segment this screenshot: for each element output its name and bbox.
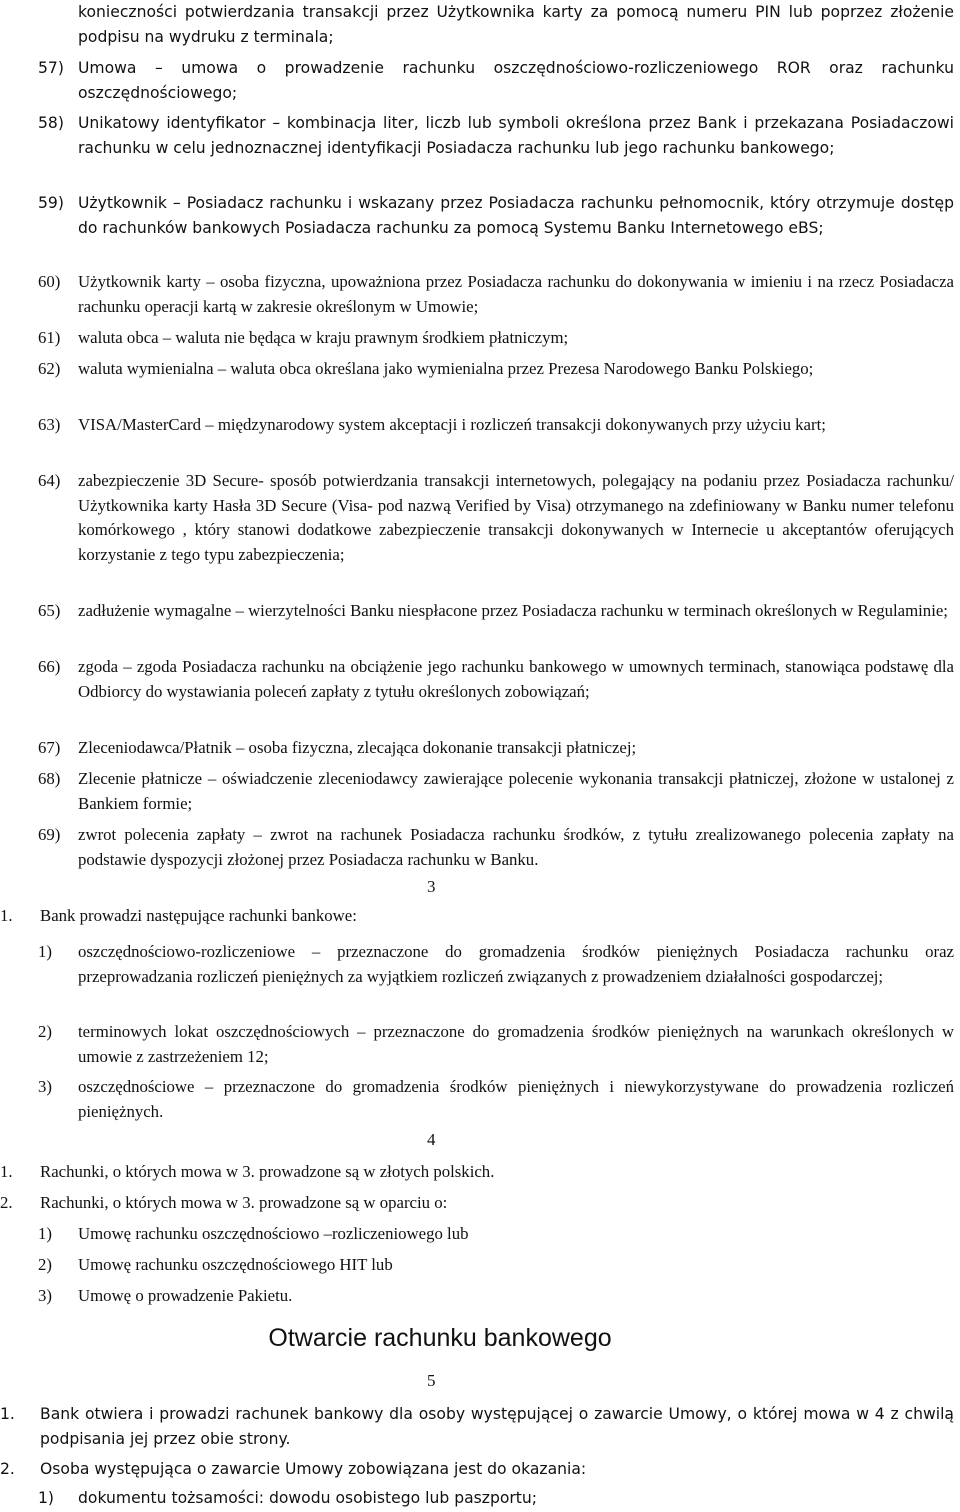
definition-text: Unikatowy identyfikator – kombinacja liter, liczb lub symboli określona przez Bank i przekazana Posiadaczowi rachunku w celu jednoznacznej identyfikacji Posiadacza rachunku lub jego rachunku bankowego; (78, 114, 954, 157)
definition-text: zgoda – zgoda Posiadacza rachunku na obciążenie jego rachunku bankowego w umownych terminach, stanowiąca podstawę dla Odbiorcy do wystawiania poleceń zapłaty z tytułu określonych zobowiązań; (78, 657, 954, 701)
definition-59 (0, 191, 954, 240)
point-text: Rachunki, o których mowa w 3. prowadzone są w oparciu o: (40, 1193, 448, 1212)
item-text: oszczędnościowe – przeznaczone do gromadzenia środków pieniężnych i niewykorzystywane do prowadzenia rozliczeń pieniężnych. (78, 1077, 954, 1121)
definition-66 (0, 655, 954, 704)
definition-number: 58) (38, 114, 64, 132)
definition-text: Umowa – umowa o prowadzenie rachunku oszczędnościowo-rozliczeniowego ROR oraz rachunku oszczędnościowego; (78, 59, 954, 102)
definition-number: 60) (38, 272, 61, 291)
definition-text: Zleceniodawca/Płatnik – osoba fizyczna, zlecająca dokonanie transakcji płatniczej; (78, 738, 637, 757)
item-number: 1) (38, 942, 52, 961)
definition-number: 61) (38, 328, 61, 347)
item-text: dokumentu tożsamości: dowodu osobistego lub paszportu; (78, 1489, 538, 1507)
definition-69 (0, 823, 954, 872)
item-text: Umowę o prowadzenie Pakietu. (78, 1286, 293, 1305)
item-number: 1) (38, 1224, 52, 1243)
definition-continuation (0, 0, 954, 49)
definition-number: 67) (38, 738, 61, 757)
definition-64 (0, 469, 954, 567)
definition-text: Użytkownik karty – osoba fizyczna, upoważniona przez Posiadacza rachunku do dokonywania w imieniu i na rzecz Posiadacza rachunku operacji kartą w zakresie określonym w Umowie; (78, 272, 954, 316)
definition-63 (0, 413, 954, 438)
section-3-mark (427, 877, 436, 897)
item-text: oszczędnościowo-rozliczeniowe – przeznaczone do gromadzenia środków pieniężnych Posiadacza rachunku oraz przeprowadzania rozliczeń pieniężnych za wyjątkiem rozliczeń związanych z prowadzeniem działalności gospodarczej; (78, 942, 954, 986)
section-4-point-1 (0, 1160, 954, 1185)
point-number: 1. (0, 1405, 15, 1423)
definition-text: Zlecenie płatnicze – oświadczenie zleceniodawcy zawierające polecenie wykonania transakcji płatniczej, złożone w ustalonej z Bankiem formie; (78, 769, 954, 813)
definition-number: 68) (38, 769, 61, 788)
point-number: 1. (0, 906, 13, 925)
section-4-point-2 (0, 1191, 954, 1216)
point-number: 2. (0, 1193, 13, 1212)
definition-text: zadłużenie wymagalne – wierzytelności Banku niespłacone przez Posiadacza rachunku w terminach określonych w Regulaminie; (78, 601, 948, 620)
definition-text: zabezpieczenie 3D Secure- sposób potwierdzania transakcji internetowych, polegający na podaniu przez Posiadacza rachunku/ Użytkownika karty Hasła 3D Secure (Visa- pod nazwą Verified by Visa) otrzymanego na zdefiniowany w Banku numer telefonu komórkowego , który stanowi dodatkowe zabezpieczenie transakcji dokonywanych w Internecie u akceptantów oferujących korzystanie z tego typu zabezpieczenia; (78, 471, 954, 564)
section-4-item-3 (0, 1284, 954, 1309)
section-3-item-3 (0, 1075, 954, 1124)
definition-text: zwrot polecenia zapłaty – zwrot na rachunek Posiadacza rachunku środków, z tytułu zrealizowanego polecenia zapłaty na podstawie dyspozycji złożonej przez Posiadacza rachunku w Banku. (78, 825, 954, 869)
item-number: 1) (38, 1489, 55, 1507)
point-number: 1. (0, 1162, 13, 1181)
definition-number: 69) (38, 825, 61, 844)
point-text: Rachunki, o których mowa w 3. prowadzone są w złotych polskich. (40, 1162, 495, 1181)
item-number: 2) (38, 1255, 52, 1274)
point-text: Osoba występująca o zawarcie Umowy zobowiązana jest do okazania: (40, 1460, 587, 1478)
definition-68 (0, 767, 954, 816)
definition-61 (0, 326, 954, 351)
section-3-item-2 (0, 1020, 954, 1069)
section-4-item-1 (0, 1222, 954, 1247)
section-5-mark (427, 1371, 436, 1391)
item-text: Umowę rachunku oszczędnościowego HIT lub (78, 1255, 393, 1274)
definition-67 (0, 736, 954, 761)
definition-number: 59) (38, 194, 64, 212)
definition-62 (0, 357, 954, 382)
definition-number: 57) (38, 59, 64, 77)
item-text: terminowych lokat oszczędnościowych – przeznaczone do gromadzenia środków pieniężnych na warunkach określonych w umowie z zastrzeżeniem 12; (78, 1022, 954, 1066)
item-text: Umowę rachunku oszczędnościowo –rozliczeniowego lub (78, 1224, 469, 1243)
definition-text: konieczności potwierdzania transakcji przez Użytkownika karty za pomocą numeru PIN lub poprzez złożenie podpisu na wydruku z terminala; (78, 3, 954, 46)
section-number: 3 (427, 877, 436, 896)
section-4-mark (427, 1130, 436, 1150)
section-3-item-1 (0, 940, 954, 989)
item-number: 3) (38, 1077, 52, 1096)
item-number: 2) (38, 1022, 52, 1041)
definition-57 (0, 56, 954, 105)
item-number: 3) (38, 1286, 52, 1305)
definition-number: 63) (38, 415, 61, 434)
point-number: 2. (0, 1460, 15, 1478)
definition-text: waluta obca – waluta nie będąca w kraju prawnym środkiem płatniczym; (78, 328, 569, 347)
definition-number: 66) (38, 657, 61, 676)
definition-text: waluta wymienialna – waluta obca określana jako wymienialna przez Prezesa Narodowego Banku Polskiego; (78, 359, 814, 378)
point-text: Bank otwiera i prowadzi rachunek bankowy dla osoby występującej o zawarcie Umowy, o której mowa w 4 z chwilą podpisania jej przez obie strony. (40, 1405, 954, 1448)
definition-text: Użytkownik – Posiadacz rachunku i wskazany przez Posiadacza rachunku pełnomocnik, który otrzymuje dostęp do rachunków bankowych Posiadacza rachunku za pomocą Systemu Banku Internetowego eBS; (78, 194, 954, 237)
section-number: 5 (427, 1371, 436, 1390)
section-3-point-1 (0, 904, 954, 929)
section-4-item-2 (0, 1253, 954, 1278)
definition-number: 65) (38, 601, 61, 620)
definition-number: 64) (38, 471, 61, 490)
definition-60 (0, 270, 954, 319)
point-text: Bank prowadzi następujące rachunki bankowe: (40, 906, 357, 925)
definition-text: VISA/MasterCard – międzynarodowy system akceptacji i rozliczeń transakcji dokonywanych przy użyciu kart; (78, 415, 826, 434)
definition-number: 62) (38, 359, 61, 378)
section-5-item-1 (0, 1486, 954, 1511)
definition-65 (0, 599, 954, 624)
definition-58 (0, 111, 954, 160)
section-number: 4 (427, 1130, 436, 1149)
section-5-point-1 (0, 1402, 954, 1451)
section-5-point-2 (0, 1457, 954, 1482)
section-heading: Otwarcie rachunku bankowego (268, 1324, 612, 1352)
